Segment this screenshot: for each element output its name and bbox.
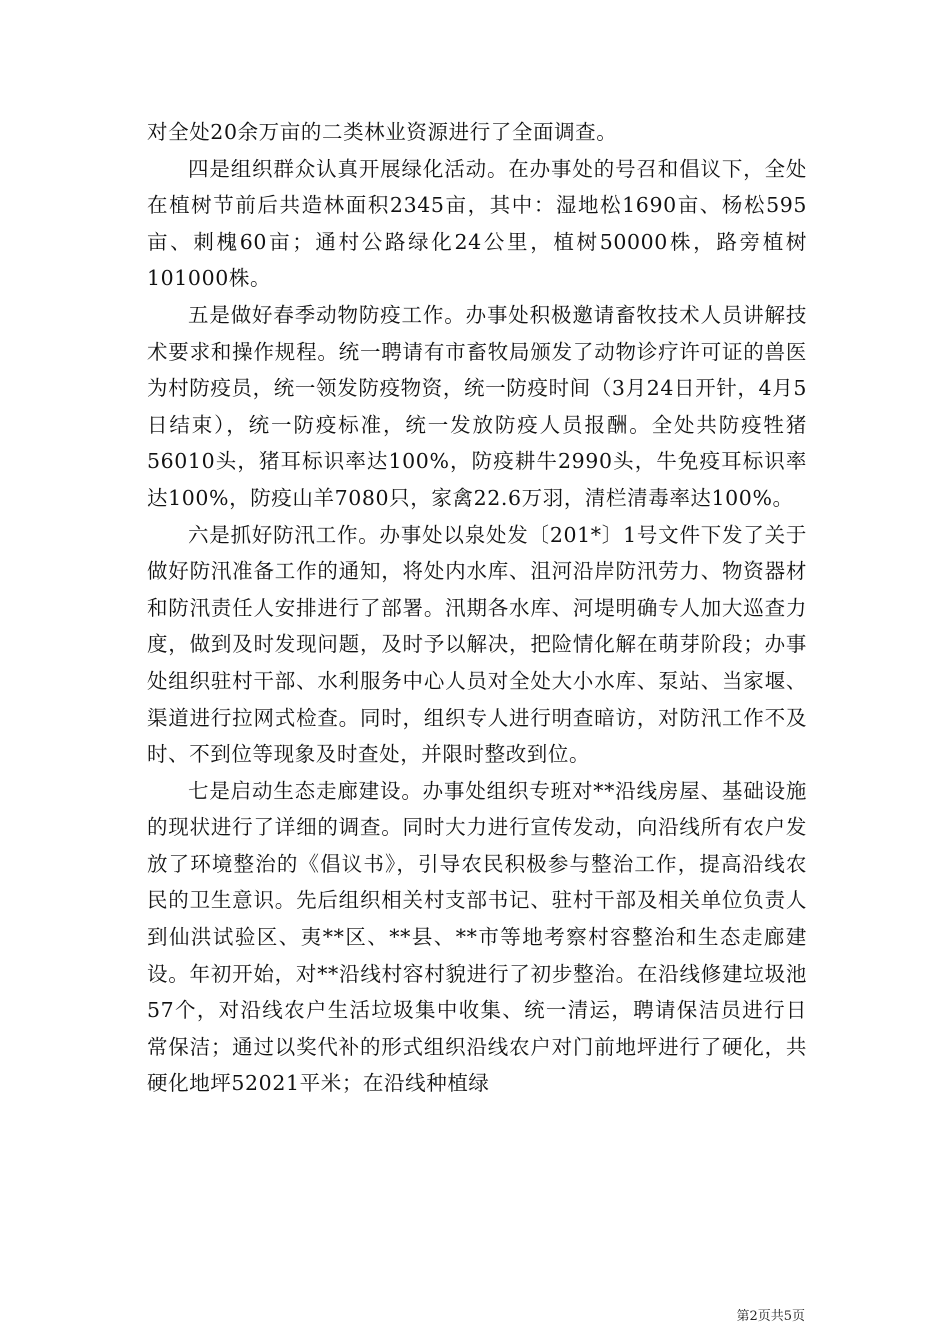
document-body xyxy=(147,114,807,1102)
page-number: 第2页共5页 xyxy=(736,1309,805,1324)
paragraph-5: 七是启动生态走廊建设。办事处组织专班对**沿线房屋、基础设施的现状进行了详细的调查。同时大力进行宣传发动，向沿线所有农户发放了环境整治的《倡议书》，引导农民积极参与整治工作，提高沿线农民的卫生意识。先后组织相关村支部书记、驻村干部及相关单位负责人到仙洪试验区、夷**区、**县、**市等地考察村容整治和生态走廊建设。年初开始，对**沿线村容村貌进行了初步整治。在沿线修建垃圾池57个，对沿线农户生活垃圾集中收集、统一清运，聘请保洁员进行日常保洁；通过以奖代补的形式组织沿线农户对门前地坪进行了硬化，共硬化地坪52021平米；在沿线种植绿 xyxy=(147,778,807,1096)
paragraph-1: 对全处20余万亩的二类林业资源进行了全面调查。 xyxy=(147,120,618,144)
paragraph-2: 四是组织群众认真开展绿化活动。在办事处的号召和倡议下，全处在植树节前后共造林面积2345亩，其中：湿地松1690亩、杨松595亩、刺槐60亩；通村公路绿化24公里，植树50000株，路旁植树101000株。 xyxy=(147,156,807,291)
paragraph-4: 六是抓好防汛工作。办事处以泉处发〔201*〕1号文件下发了关于做好防汛准备工作的通知，将处内水库、沮河沿岸防汛劳力、物资器材和防汛责任人安排进行了部署。汛期各水库、河堤明确专人加大巡查力度，做到及时发现问题，及时予以解决，把险情化解在萌芽阶段；办事处组织驻村干部、水利服务中心人员对全处大小水库、泵站、当家堰、渠道进行拉网式检查。同时，组织专人进行明查暗访，对防汛工作不及时、不到位等现象及时查处，并限时整改到位。 xyxy=(147,522,807,767)
paragraph-3: 五是做好春季动物防疫工作。办事处积极邀请畜牧技术人员讲解技术要求和操作规程。统一聘请有市畜牧局颁发了动物诊疗许可证的兽医为村防疫员，统一领发防疫物资，统一防疫时间（3月24日开针，4月5日结束），统一防疫标准，统一发放防疫人员报酬。全处共防疫牲猪56010头，猪耳标识率达100%，防疫耕牛2990头，牛免疫耳标识率达100%，防疫山羊7080只，家禽22.6万羽，清栏清毒率达100%。 xyxy=(147,302,807,510)
